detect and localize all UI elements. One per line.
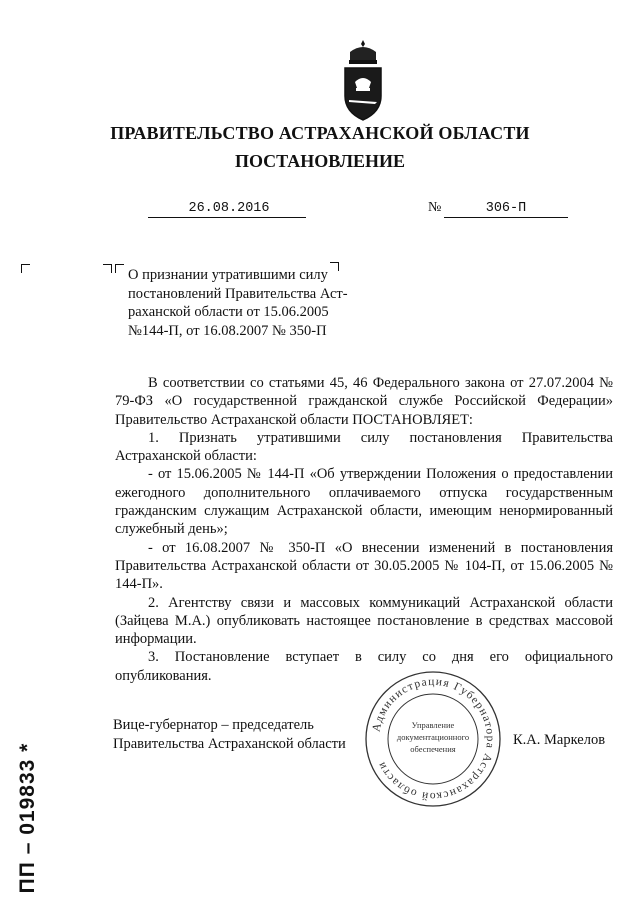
stamp-ring-text: Администрация Губернатора Астраханской области: [370, 675, 497, 803]
subject-line: О признании утратившими силу: [128, 267, 328, 283]
document-number: 306-П: [444, 200, 568, 218]
document-type: ПОСТАНОВЛЕНИЕ: [234, 151, 406, 171]
corner-mark-left: [21, 264, 30, 273]
body-paragraph: - от 15.06.2005 № 144-П «Об утверждении Положения о предоставлении ежегодного дополнительного оплачиваемого отпуска государственным гражданским служащим Астраханской области, имеющим ненормированный служебный день»;: [115, 466, 613, 538]
official-stamp: [362, 668, 504, 810]
body-paragraph: 2. Агентству связи и массовых коммуникаций Астраханской области (Зайцева М.А.) опубликовать настоящее постановление в средствах массовой информации.: [115, 594, 613, 648]
stamp-center-line: Управление: [411, 720, 455, 730]
document-date: 26.08.2016: [148, 200, 306, 218]
subject-line: постановлений Правительства Аст-: [128, 285, 348, 302]
number-sign: №: [428, 200, 442, 215]
signatory-position: [113, 716, 346, 753]
body-paragraph: 3. Постановление вступает в силу со дня его официального опубликования.: [115, 649, 613, 684]
corner-mark-subject-left-b: [115, 264, 124, 273]
document-subject: [128, 266, 368, 340]
body-paragraph: - от 16.08.2007 № 350-П «О внесении изменений в постановления Правительства Астраханской области от 30.05.2005 № 104-П, от 15.06.2005 № 144-П».: [115, 539, 613, 593]
margin-serial-number: ПП – 019833 *: [16, 742, 39, 894]
stamp-center-line: обеспечения: [410, 744, 456, 754]
corner-mark-subject-left-a: [103, 264, 112, 273]
coat-of-arms-emblem: [338, 38, 388, 124]
body-paragraph: В соответствии со статьями 45, 46 Федерального закона от 27.07.2004 № 79-ФЗ «О государственной гражданской службе Российской Федерации» Правительство Астраханской области ПОСТАНОВЛЯЕТ:: [115, 375, 613, 428]
document-body: [115, 374, 613, 685]
government-title: ПРАВИТЕЛЬСТВО АСТРАХАНСКОЙ ОБЛАСТИ: [110, 123, 530, 143]
position-line: Правительства Астраханской области: [113, 735, 346, 752]
margin-serial-container: [10, 730, 46, 905]
position-line: Вице-губернатор – председатель: [113, 717, 314, 733]
subject-line: раханской области от 15.06.2005: [128, 304, 329, 320]
stamp-center-line: документационного: [396, 732, 470, 742]
subject-line: №144-П, от 16.08.2007 № 350-П: [128, 322, 327, 339]
body-paragraph: 1. Признать утратившими силу постановления Правительства Астраханской области:: [115, 429, 613, 465]
signatory-name: К.А. Маркелов: [513, 732, 606, 748]
